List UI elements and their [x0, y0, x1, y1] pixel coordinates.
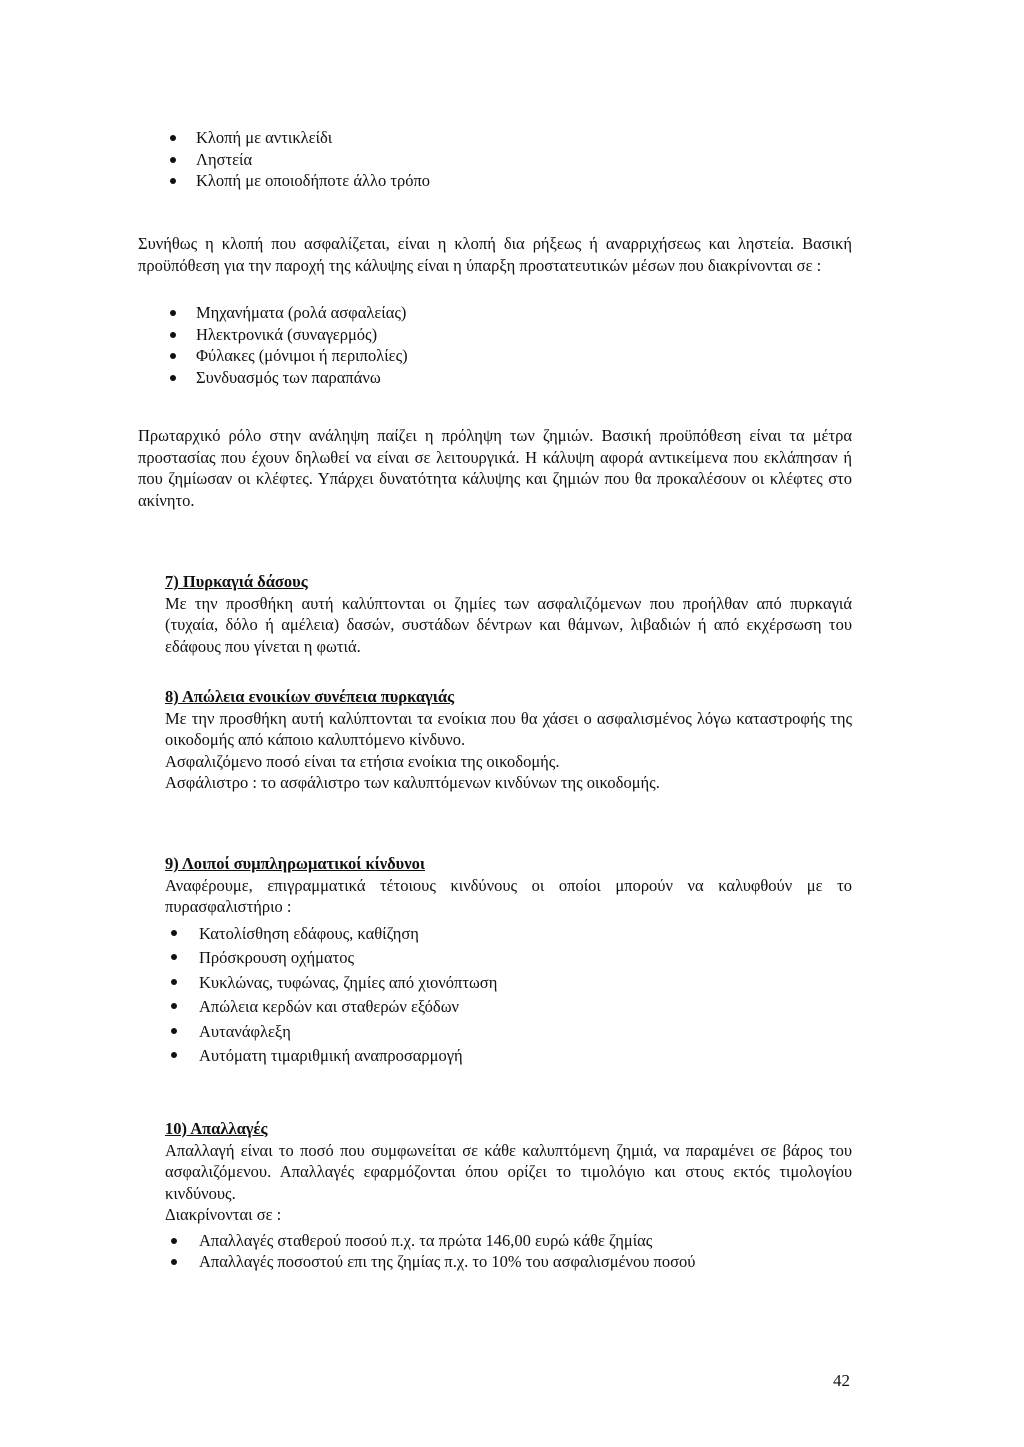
section-text: Ασφαλιζόμενο ποσό είναι τα ετήσια ενοίκια της οικοδομής.	[165, 751, 560, 771]
list-item: Ληστεία	[138, 149, 852, 171]
risks-list	[165, 922, 852, 1069]
section-text: Αναφέρουμε, επιγραμματικά τέτοιους κινδύνους οι οποίοι μπορούν να καλυφθούν με το πυρασφαλιστήριο :	[165, 875, 852, 916]
prevention-paragraph: Πρωταρχικό ρόλο στην ανάληψη παίζει η πρόληψη των ζημιών. Βασική προϋπόθεση είναι τα μέτρα προστασίας που έχουν δηλωθεί να είναι σε λειτουργικά. Η κάλυψη αφορά αντικείμενα που εκλάπησαν ή που ζημίωσαν οι κλέφτες. Υπάρχει δυνατότητα κάλυψης και ζημιών που θα προκαλέσουν οι κλέφτες στο ακίνητο.	[138, 426, 852, 510]
section-10	[165, 1118, 852, 1273]
list-item: Κατολίσθηση εδάφους, καθίζηση	[165, 922, 852, 947]
list-item: Απαλλαγές ποσοστού επι της ζημίας π.χ. το 10% του ασφαλισμένου ποσού	[165, 1251, 852, 1273]
section-8	[165, 686, 852, 794]
list-item: Ηλεκτρονικά (συναγερμός)	[138, 324, 852, 346]
section-text: Με την προσθήκη αυτή καλύπτονται τα ενοίκια που θα χάσει ο ασφαλισμένος λόγω καταστροφής της οικοδομής από κάποιο καλυπτόμενο κίνδυνο.	[165, 708, 852, 749]
section-heading: 8) Απώλεια ενοικίων συνέπεια πυρκαγιάς	[165, 687, 455, 706]
list-item: Αυτανάφλεξη	[165, 1020, 852, 1045]
list-item: Μηχανήματα (ρολά ασφαλείας)	[138, 302, 852, 324]
section-heading: 10) Απαλλαγές	[165, 1119, 268, 1138]
list-item: Κλοπή με αντικλείδι	[138, 127, 852, 149]
list-item: Απώλεια κερδών και σταθερών εξόδων	[165, 995, 852, 1020]
section-text: Με την προσθήκη αυτή καλύπτονται οι ζημίες των ασφαλιζόμενων που προήλθαν από πυρκαγιά (τυχαία, δόλο ή αμέλεια) δασών, συστάδων δέντρων και θάμνων, λιβαδιών ή από εκχέρσωση του εδάφους που γίνεται η φωτιά.	[165, 593, 852, 656]
section-text: Διακρίνονται σε :	[165, 1205, 282, 1224]
list-item: Αυτόματη τιμαριθμική αναπροσαρμογή	[165, 1044, 852, 1069]
list-item: Κλοπή με οποιοδήποτε άλλο τρόπο	[138, 170, 852, 192]
section-text: Ασφάλιστρο : το ασφάλιστρο των καλυπτόμενων κινδύνων της οικοδομής.	[165, 773, 660, 792]
protection-means-list	[138, 302, 852, 388]
section-heading: 7) Πυρκαγιά δάσους	[165, 572, 308, 591]
theft-coverage-paragraph: Συνήθως η κλοπή που ασφαλίζεται, είναι η κλοπή δια ρήξεως ή αναρριχήσεως και ληστεία. Βασική προϋπόθεση για την παροχή της κάλυψης είναι η ύπαρξη προστατευτικών μέσων που διακρίνονται σε :	[138, 234, 852, 275]
section-9	[165, 853, 852, 1069]
list-item: Απαλλαγές σταθερού ποσού π.χ. τα πρώτα 146,00 ευρώ κάθε ζημίας	[165, 1230, 852, 1252]
list-item: Πρόσκρουση οχήματος	[165, 946, 852, 971]
theft-types-list	[138, 127, 852, 192]
page-number: 42	[833, 1371, 850, 1390]
section-heading: 9) Λοιποί συμπληρωματικοί κίνδυνοι	[165, 854, 425, 873]
list-item: Συνδυασμός των παραπάνω	[138, 367, 852, 389]
list-item: Κυκλώνας, τυφώνας, ζημίες από χιονόπτωση	[165, 971, 852, 996]
list-item: Φύλακες (μόνιμοι ή περιπολίες)	[138, 345, 852, 367]
section-text: Απαλλαγή είναι το ποσό που συμφωνείται σε κάθε καλυπτόμενη ζημιά, να παραμένει σε βάρος του ασφαλιζόμενου. Απαλλαγές εφαρμόζονται όπου ορίζει το τιμολόγιο και στους εκτός τιμολογίου κινδύνους.	[165, 1140, 852, 1203]
section-7	[165, 571, 852, 657]
deductibles-list	[165, 1230, 852, 1273]
